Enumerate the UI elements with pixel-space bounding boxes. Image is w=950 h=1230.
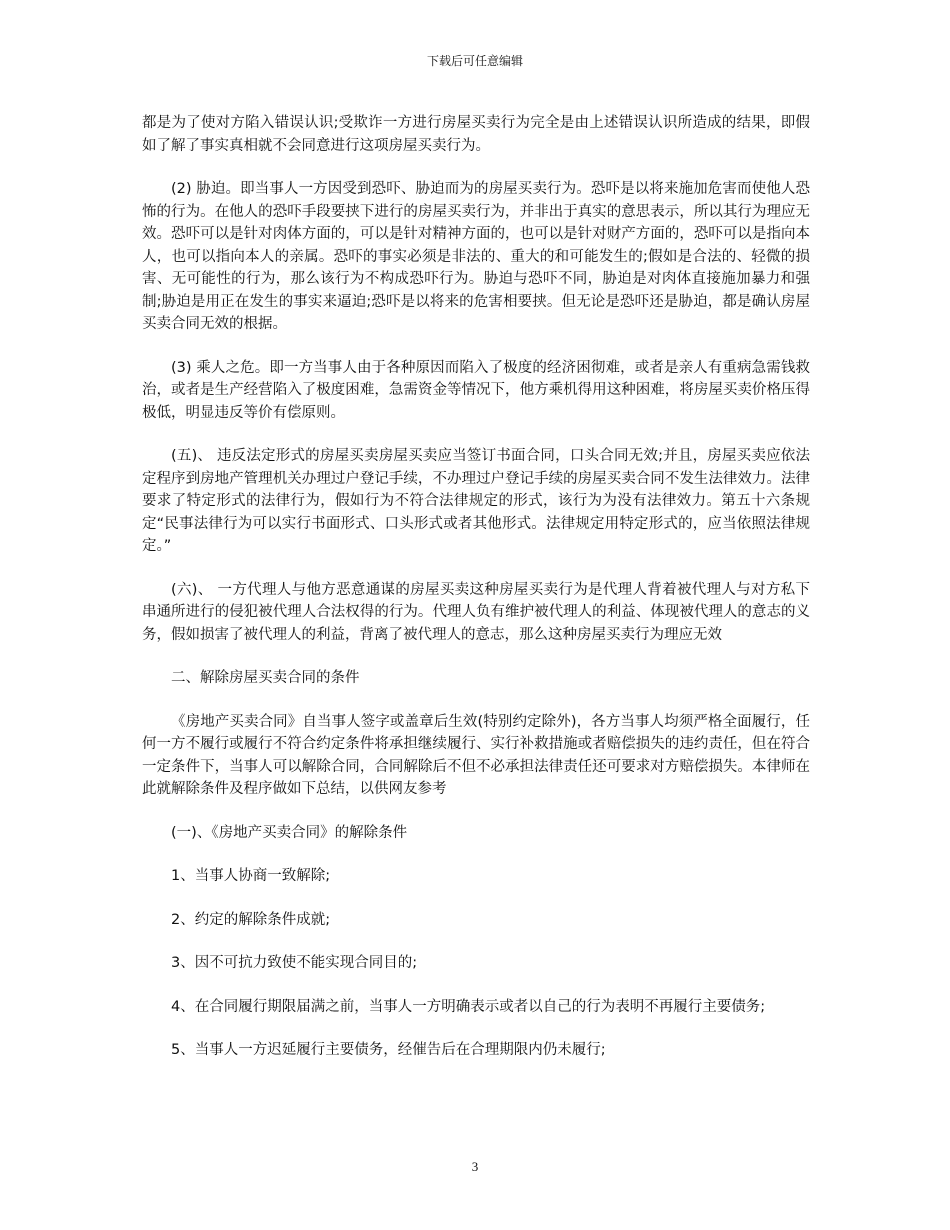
list-item-condition-3: 3、因不可抗力致使不能实现合同目的; bbox=[171, 955, 418, 971]
page-number: 3 bbox=[471, 1159, 479, 1174]
paragraph-coercion: (2) 胁迫。即当事人一方因受到恐吓、胁迫而为的房屋买卖行为。恐吓是以将来施加危害而使他人恐怖的行为。在他人的恐吓手段要挟下进行的房屋买卖行为，并非出于真实的意思表示，所以其行为理应无效。恐吓可以是针对肉体方面的，可以是针对精神方面的，也可以是针对财产方面的，恐吓可以是指向本人，也可以指向本人的亲属。恐吓的事实必须是非法的、重大的和可能发生的;假如是合法的、轻微的损害、无可能性的行为，那么该行为不构成恐吓行为。胁迫与恐吓不同，胁迫是对肉体直接施加暴力和强制;胁迫是用正在发生的事实来逼迫;恐吓是以将来的危害相要挟。但无论是恐吓还是胁迫，都是确认房屋买卖合同无效的根据。 bbox=[142, 181, 810, 332]
paragraph-statutory-form: (五)、 违反法定形式的房屋买卖房屋买卖应当签订书面合同，口头合同无效;并且，房屋买卖应依法定程序到房地产管理机关办理过户登记手续，不办理过户登记手续的房屋买卖合同不发生法律效力。法律要求了特定形式的法律行为，假如行为不符合法律规定的形式，该行为为没有法律效力。第五十六条规定“民事法律行为可以实行书面形式、口头形式或者其他形式。法律规定用特定形式的，应当依照法律规定。” bbox=[142, 448, 810, 554]
list-item-condition-2: 2、约定的解除条件成就; bbox=[171, 911, 331, 928]
list-item-condition-4: 4、在合同履行期限届满之前，当事人一方明确表示或者以自己的行为表明不再履行主要债务; bbox=[171, 998, 766, 1015]
paragraph-taking-advantage: (3) 乘人之危。即一方当事人由于各种原因而陷入了极度的经济困彻难，或者是亲人有重病急需钱救治，或者是生产经营陷入了极度困难，急需资金等情况下，他方乘机得用这种困难，将房屋买卖价格压得极低，明显违反等价有偿原则。 bbox=[142, 359, 810, 421]
page-header: 下载后可任意编辑 bbox=[426, 54, 523, 68]
paragraph-agent-collusion: (六)、 一方代理人与他方恶意通谋的房屋买卖这种房屋买卖行为是代理人背着被代理人与对方私下串通所进行的侵犯被代理人合法权得的行为。代理人负有维护被代理人的利益、体现被代理人的意志的义务，假如损害了被代理人的利益，背离了被代理人的意志，那么这种房屋买卖行为理应无效 bbox=[142, 581, 810, 643]
paragraph-deception-conclusion: 都是为了使对方陷入错误认识;受欺诈一方进行房屋买卖行为完全是由上述错误认识所造成的结果，即假如了解了事实真相就不会同意进行这项房屋买卖行为。 bbox=[142, 115, 810, 154]
subsection-heading-termination: (一)、《房地产买卖合同》的解除条件 bbox=[171, 824, 408, 841]
document-body bbox=[142, 112, 810, 1083]
list-item-condition-5: 5、当事人一方迟延履行主要债务，经催告后在合理期限内仍未履行; bbox=[171, 1042, 606, 1058]
paragraph-contract-effect: 《房地产买卖合同》自当事人签字或盖章后生效(特别约定除外)，各方当事人均须严格全面履行，任何一方不履行或履行不符合约定条件将承担继续履行、实行补救措施或者赔偿损失的违约责任，但在符合一定条件下，当事人可以解除合同，合同解除后不但不必承担法律责任还可要求对方赔偿损失。本律师在此就解除条件及程序做如下总结，以供网友参考 bbox=[142, 713, 810, 797]
section-heading-termination-conditions: 二、解除房屋买卖合同的条件 bbox=[171, 670, 360, 686]
list-item-condition-1: 1、当事人协商一致解除; bbox=[171, 868, 331, 884]
